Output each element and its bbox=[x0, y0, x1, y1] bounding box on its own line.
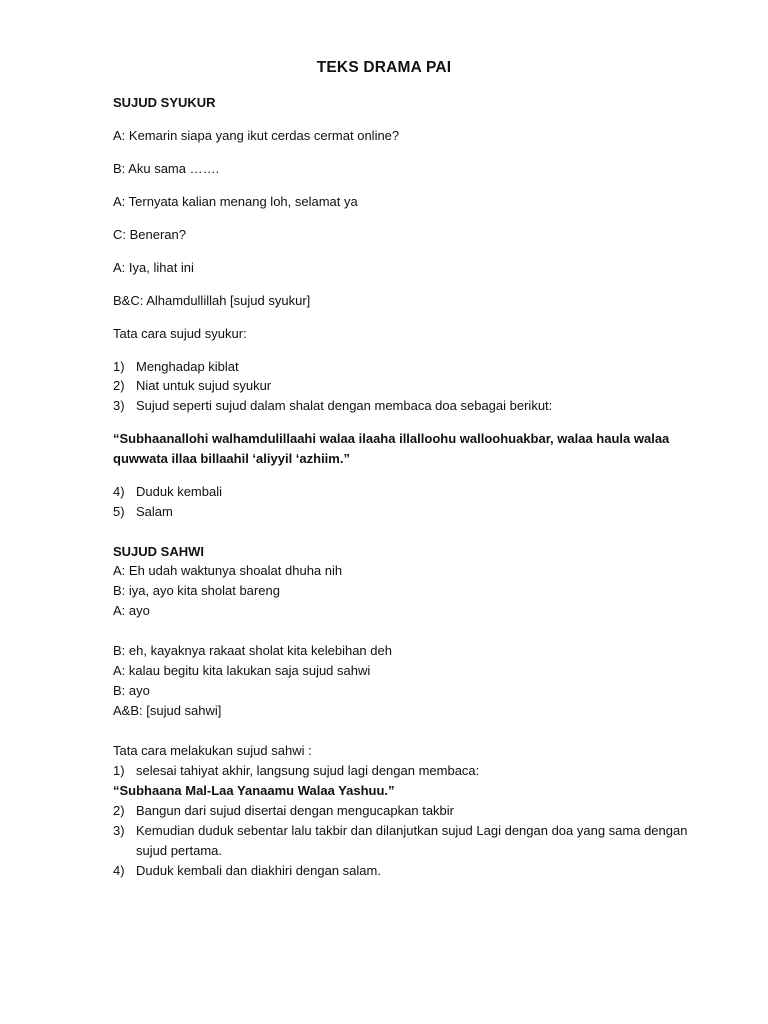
section-heading-sujud-sahwi: SUJUD SAHWI bbox=[113, 544, 205, 559]
list-number: 4) bbox=[113, 863, 125, 878]
list-number: 2) bbox=[113, 378, 125, 393]
dialog-line: B&C: Alhamdullillah [sujud syukur] bbox=[113, 293, 311, 308]
tata-cara-heading: Tata cara sujud syukur: bbox=[113, 326, 247, 341]
list-item: Sujud seperti sujud dalam shalat dengan membaca doa sebagai berikut: bbox=[136, 398, 553, 413]
list-item: Bangun dari sujud disertai dengan mengucapkan takbir bbox=[136, 803, 454, 818]
dialog-line: A: Ternyata kalian menang loh, selamat ya bbox=[113, 194, 358, 209]
list-item: Duduk kembali dan diakhiri dengan salam. bbox=[136, 863, 381, 878]
doa-text: “Subhaanallohi walhamdulillaahi walaa ilaaha illalloohu walloohuakbar, walaa haula walaa bbox=[113, 431, 670, 446]
list-item: Kemudian duduk sebentar lalu takbir dan dilanjutkan sujud Lagi dengan doa yang sama dengan bbox=[136, 823, 688, 838]
dialog-line: A&B: [sujud sahwi] bbox=[113, 703, 222, 718]
dialog-line: A: kalau begitu kita lakukan saja sujud sahwi bbox=[113, 663, 371, 678]
dialog-line: B: eh, kayaknya rakaat sholat kita kelebihan deh bbox=[113, 643, 392, 658]
list-item: Duduk kembali bbox=[136, 484, 222, 499]
doa-text: “Subhaana Mal-Laa Yanaamu Walaa Yashuu.” bbox=[113, 783, 395, 798]
dialog-line: B: Aku sama ……. bbox=[113, 161, 220, 176]
dialog-line: A: Kemarin siapa yang ikut cerdas cermat online? bbox=[113, 128, 400, 143]
list-item: Menghadap kiblat bbox=[136, 359, 239, 374]
list-item: Niat untuk sujud syukur bbox=[136, 378, 272, 393]
list-number: 1) bbox=[113, 359, 125, 374]
document-title: TEKS DRAMA PAI bbox=[316, 59, 452, 76]
list-number: 1) bbox=[113, 763, 125, 778]
dialog-line: A: ayo bbox=[113, 603, 150, 618]
list-item: selesai tahiyat akhir, langsung sujud lagi dengan membaca: bbox=[136, 763, 480, 778]
dialog-line: A: Eh udah waktunya shoalat dhuha nih bbox=[113, 563, 343, 578]
doa-text: quwwata illaa billaahil ‘aliyyil ‘azhiim.” bbox=[113, 451, 350, 466]
dialog-line: B: ayo bbox=[113, 683, 150, 698]
dialog-line: B: iya, ayo kita sholat bareng bbox=[113, 583, 280, 598]
list-item: Salam bbox=[136, 504, 173, 519]
list-number: 4) bbox=[113, 484, 125, 499]
list-number: 3) bbox=[113, 398, 125, 413]
tata-cara-heading: Tata cara melakukan sujud sahwi : bbox=[113, 743, 312, 758]
list-number: 5) bbox=[113, 504, 125, 519]
dialog-line: A: Iya, lihat ini bbox=[113, 260, 194, 275]
list-number: 2) bbox=[113, 803, 125, 818]
list-number: 3) bbox=[113, 823, 125, 838]
list-item-continuation: sujud pertama. bbox=[136, 843, 222, 858]
dialog-line: C: Beneran? bbox=[113, 227, 186, 242]
section-heading-sujud-syukur: SUJUD SYUKUR bbox=[113, 95, 216, 110]
